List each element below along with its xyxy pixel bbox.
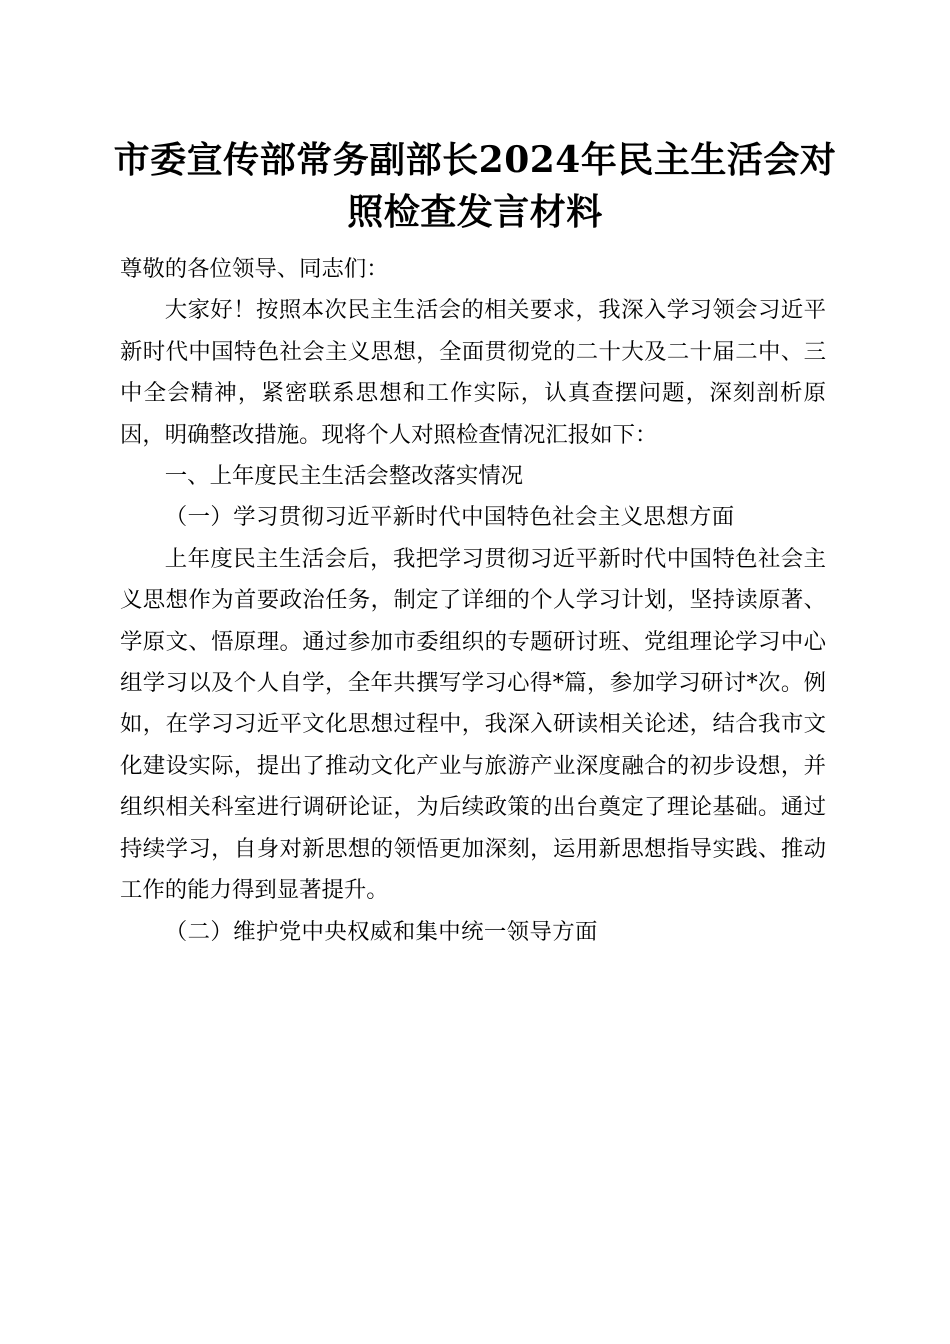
salutation: 尊敬的各位领导、同志们： xyxy=(120,256,389,282)
intro-paragraph: 大家好！按照本次民主生活会的相关要求，我深入学习领会习近平新时代中国特色社会主义思想，全面贯彻党的二十大及二十届二中、三中全会精神，紧密联系思想和工作实际，认真查摆问题，深刻剖析原因，明确整改措施。现将个人对照检查情况汇报如下： xyxy=(120,297,826,448)
document-body xyxy=(120,249,826,953)
subsection-heading-1: （一）学习贯彻习近平新时代中国特色社会主义思想方面 xyxy=(164,504,735,531)
section-heading-1: 一、上年度民主生活会整改落实情况 xyxy=(164,463,524,490)
subsection-1-paragraph: 上年度民主生活会后，我把学习贯彻习近平新时代中国特色社会主义思想作为首要政治任务，制定了详细的个人学习计划，坚持读原著、学原文、悟原理。通过参加市委组织的专题研讨班、党组理论学习中心组学习以及个人自学，全年共撰写学习心得*篇，参加学习研讨*次。例如，在学习习近平文化思想过程中，我深入研读相关论述，结合我市文化建设实际，提出了推动文化产业与旅游产业深度融合的初步设想，并组织相关科室进行调研论证，为后续政策的出台奠定了理论基础。通过持续学习，自身对新思想的领悟更加深刻，运用新思想指导实践、推动工作的能力得到显著提升。 xyxy=(120,545,826,904)
subsection-heading-2: （二）维护党中央权威和集中统一领导方面 xyxy=(164,918,598,945)
document-title: 市委宣传部常务副部长2024年民主生活会对照检查发言材料 xyxy=(113,139,837,233)
